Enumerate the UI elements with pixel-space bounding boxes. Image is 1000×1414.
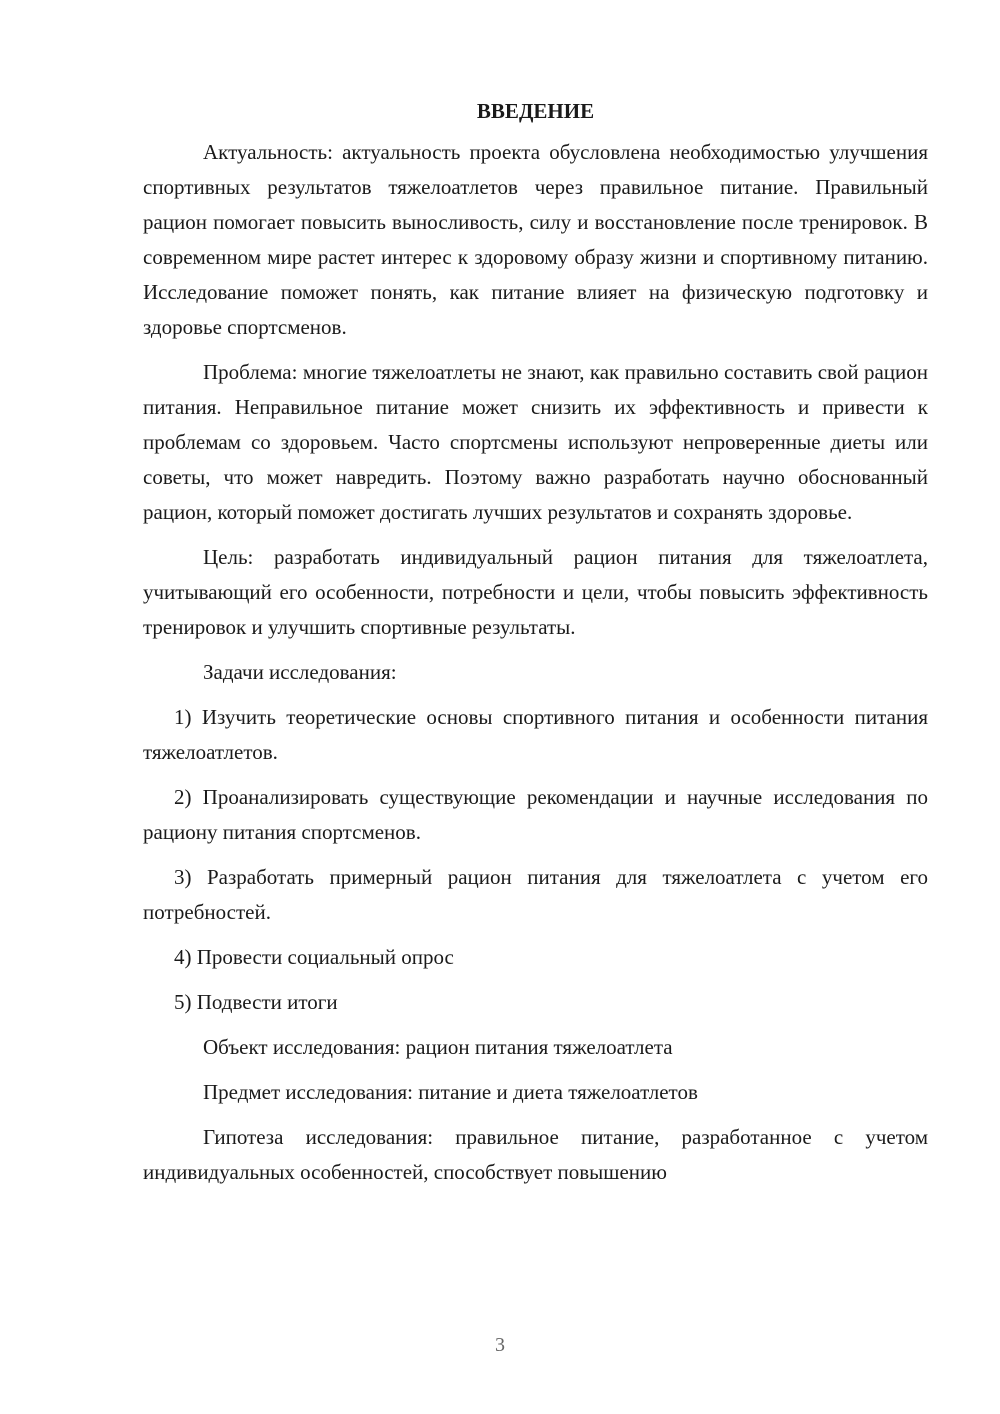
document-page [143, 97, 928, 1200]
task-item: 5) Подвести итоги [174, 990, 338, 1014]
task-item: 1) Изучить теоретические основы спортивного питания и особенности питания тяжелоатлетов. [143, 705, 928, 764]
task-item: 4) Провести социальный опрос [174, 945, 454, 969]
tasks-title: Задачи исследования: [203, 660, 397, 684]
task-item: 3) Разработать примерный рацион питания для тяжелоатлета с учетом его потребностей. [143, 865, 928, 924]
problem-paragraph: Проблема: многие тяжелоатлеты не знают, как правильно составить свой рацион питания. Неправильное питание может снизить их эффективность и привести к проблемам со здоровьем. Часто спортсмены используют непроверенные диеты или советы, что может навредить. Поэтому важно разработать научно обоснованный рацион, который поможет достигать лучших результатов и сохранять здоровье. [143, 360, 928, 524]
page-number: 3 [495, 1334, 505, 1356]
goal-paragraph: Цель: разработать индивидуальный рацион питания для тяжелоатлета, учитывающий его особенности, потребности и цели, чтобы повысить эффективность тренировок и улучшить спортивные результаты. [143, 545, 928, 639]
subject-paragraph: Предмет исследования: питание и диета тяжелоатлетов [203, 1080, 698, 1104]
hypothesis-paragraph: Гипотеза исследования: правильное питание, разработанное с учетом индивидуальных особенностей, способствует повышению [143, 1125, 928, 1184]
section-heading: ВВЕДЕНИЕ [476, 99, 595, 123]
object-paragraph: Объект исследования: рацион питания тяжелоатлета [203, 1035, 673, 1059]
task-item: 2) Проанализировать существующие рекомендации и научные исследования по рациону питания спортсменов. [143, 785, 928, 844]
relevance-paragraph: Актуальность: актуальность проекта обусловлена необходимостью улучшения спортивных результатов тяжелоатлетов через правильное питание. Правильный рацион помогает повысить выносливость, силу и восстановление после тренировок. В современном мире растет интерес к здоровому образу жизни и спортивному питанию. Исследование поможет понять, как питание влияет на физическую подготовку и здоровье спортсменов. [143, 140, 928, 339]
